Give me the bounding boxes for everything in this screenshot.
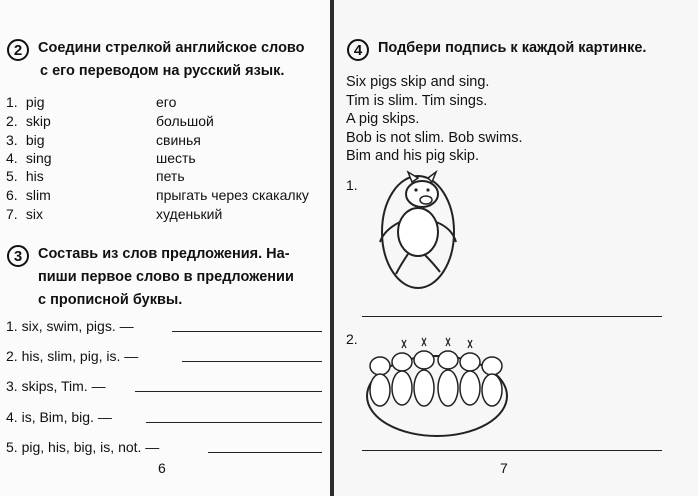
answer-line[interactable] <box>182 361 322 362</box>
item-number: 3. <box>6 132 18 148</box>
caption-item: Tim is slim. Tim sings. <box>346 92 488 109</box>
sentence-row <box>6 378 106 394</box>
english-word: six <box>25 206 44 222</box>
sentence-number: 1. <box>6 318 18 334</box>
russian-word: его <box>156 94 177 110</box>
task3-number-badge: 3 <box>7 245 29 267</box>
answer-line[interactable] <box>135 391 322 392</box>
page-number: 6 <box>158 460 166 476</box>
item-number: 1. <box>6 94 18 110</box>
task4-heading <box>378 37 646 60</box>
sentence-words: pig, his, big, is, not. — <box>21 439 160 455</box>
russian-word: худенький <box>156 206 223 222</box>
six-pigs-skipping-icon <box>362 332 512 442</box>
picture-label: 1. <box>346 177 358 193</box>
sentence-words: is, Bim, big. — <box>21 409 112 425</box>
answer-line[interactable] <box>146 422 322 423</box>
picture-label: 2. <box>346 331 358 347</box>
task4-heading-text: Подбери подпись к каждой картинке. <box>378 40 647 56</box>
item-number: 7. <box>6 206 18 222</box>
item-number: 2. <box>6 113 18 129</box>
pig-skipping-rope-icon <box>358 170 478 295</box>
word-match-row <box>6 168 185 184</box>
item-number: 4. <box>6 150 18 166</box>
caption-list <box>346 73 522 166</box>
sentence-number: 5. <box>6 439 18 455</box>
task3-heading <box>38 243 294 312</box>
russian-word: петь <box>156 168 185 184</box>
right-page <box>334 0 698 496</box>
task2-heading <box>38 37 305 83</box>
task2-number-badge: 2 <box>7 39 29 61</box>
sentence-words: six, swim, pigs. — <box>21 318 134 334</box>
word-match-row <box>6 206 223 222</box>
task4-number-badge: 4 <box>347 39 369 61</box>
item-number: 5. <box>6 168 18 184</box>
word-match-row <box>6 132 201 148</box>
sentence-words: his, slim, pig, is. — <box>21 348 139 364</box>
sentence-row <box>6 409 112 425</box>
sentence-row <box>6 348 138 364</box>
english-word: big <box>25 132 45 148</box>
caption-item: Bim and his pig skip. <box>346 148 479 164</box>
task3-heading-line-1: Составь из слов предложения. На- <box>38 246 290 262</box>
sentence-words: skips, Tim. — <box>21 378 106 394</box>
sentence-number: 2. <box>6 348 18 364</box>
english-word: skip <box>25 113 51 129</box>
word-match-row <box>6 113 214 129</box>
answer-line[interactable] <box>362 450 662 451</box>
answer-line[interactable] <box>208 452 322 453</box>
russian-word: прыгать через скакалку <box>156 187 309 203</box>
russian-word: большой <box>156 113 214 129</box>
task2-heading-line-2: с его переводом на русский язык. <box>40 63 285 79</box>
sentence-number: 4. <box>6 409 18 425</box>
sentence-row <box>6 439 159 455</box>
word-match-row <box>6 150 196 166</box>
page-number: 7 <box>500 460 508 476</box>
answer-line[interactable] <box>172 331 322 332</box>
task2-heading-line-1: Соедини стрелкой английское слово <box>38 40 305 56</box>
english-word: his <box>25 168 44 184</box>
word-match-row <box>6 187 309 203</box>
english-word: slim <box>25 187 51 203</box>
english-word: sing <box>25 150 52 166</box>
caption-item: Six pigs skip and sing. <box>346 74 490 90</box>
left-page <box>0 0 330 496</box>
word-match-row <box>6 94 177 110</box>
sentence-number: 3. <box>6 378 18 394</box>
sentence-row <box>6 318 134 334</box>
russian-word: свинья <box>156 132 201 148</box>
english-word: pig <box>25 94 45 110</box>
caption-item: Bob is not slim. Bob swims. <box>346 129 523 146</box>
task3-heading-line-2: пиши первое слово в предложении <box>38 269 294 285</box>
russian-word: шесть <box>156 150 196 166</box>
task3-heading-line-3: с прописной буквы. <box>38 292 183 308</box>
answer-line[interactable] <box>362 316 662 317</box>
item-number: 6. <box>6 187 18 203</box>
caption-item: A pig skips. <box>346 111 420 127</box>
